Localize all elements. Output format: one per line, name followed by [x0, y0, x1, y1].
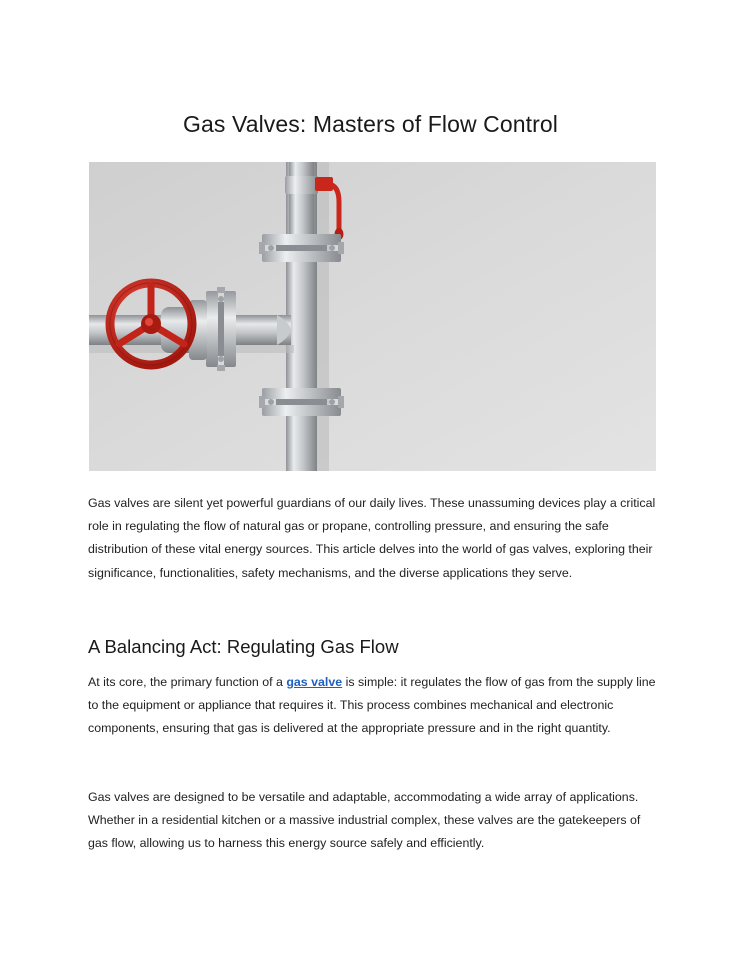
gas-valve-link[interactable]: gas valve	[286, 675, 343, 689]
horizontal-flange	[206, 291, 218, 367]
section-paragraph-1-text-start: At its core, the primary function of a	[88, 675, 287, 689]
section-paragraph-1-text-end: is simple: it regulates the flow of gas from the supply line to the equipment or appliance that requires it. This process combines mechanical and electronic components, ensuring that gas is delivered at the appropriate pressure and in the right quantity.	[88, 675, 656, 736]
section-paragraph-2: Gas valves are designed to be versatile and adaptable, accommodating a wide array of applications. Whether in a residential kitchen or a massive industrial complex, these valves are the gatekeepers of gas flow, allowing us to harness this energy source safely and efficiently.	[88, 790, 641, 851]
section-heading: A Balancing Act: Regulating Gas Flow	[88, 636, 399, 657]
upper-flange	[262, 234, 341, 245]
section-paragraph-1	[88, 671, 658, 741]
lower-flange	[262, 388, 341, 399]
hero-image-gas-valve-pipes	[89, 162, 656, 471]
intro-paragraph: Gas valves are silent yet powerful guardians of our daily lives. These unassuming devices play a critical role in regulating the flow of natural gas or propane, controlling pressure, and ensuring the safe distribution of these vital energy sources. This article delves into the world of gas valves, exploring their significance, functionalities, safety mechanisms, and the diverse applications they serve.	[88, 496, 656, 580]
page-title: Gas Valves: Masters of Flow Control	[182, 111, 559, 137]
